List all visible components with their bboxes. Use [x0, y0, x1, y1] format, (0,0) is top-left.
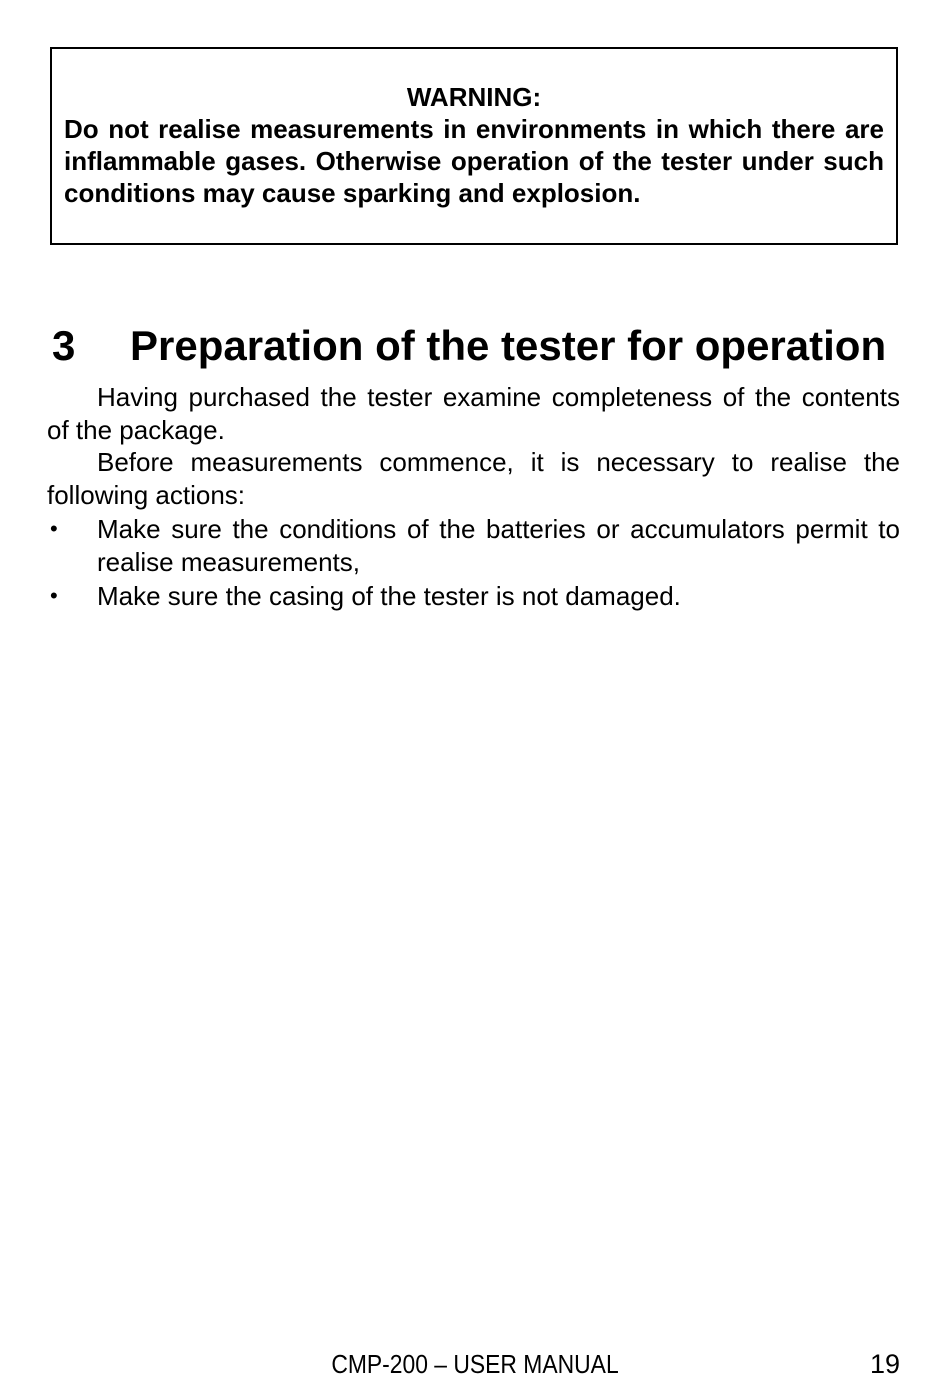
list-item-text: Make sure the casing of the tester is not damaged.	[97, 581, 681, 611]
section-number: 3	[52, 322, 76, 369]
list-item	[47, 580, 900, 613]
section-body	[47, 381, 900, 615]
section-heading	[52, 320, 912, 372]
page-number: 19	[869, 1349, 900, 1379]
paragraph: Having purchased the tester examine completeness of the contents of the package.	[47, 382, 900, 445]
warning-title: WARNING:	[406, 82, 542, 112]
section-title: Preparation of the tester for operation	[130, 322, 887, 369]
bullet-list	[47, 513, 900, 613]
warning-box	[50, 47, 898, 245]
warning-text: Do not realise measurements in environments in which there are inflammable gases. Otherwise operation of the tester under such conditions may cause sparking and explosion.	[64, 114, 884, 208]
footer-title: CMP-200 – USER MANUAL	[331, 1349, 619, 1379]
bullet-icon: •	[50, 583, 58, 608]
paragraph: Before measurements commence, it is necessary to realise the following actions:	[47, 447, 900, 510]
bullet-icon: •	[50, 516, 58, 541]
list-item	[47, 513, 900, 578]
list-item-text: Make sure the conditions of the batteries or accumulators permit to realise measurements,	[97, 514, 900, 577]
